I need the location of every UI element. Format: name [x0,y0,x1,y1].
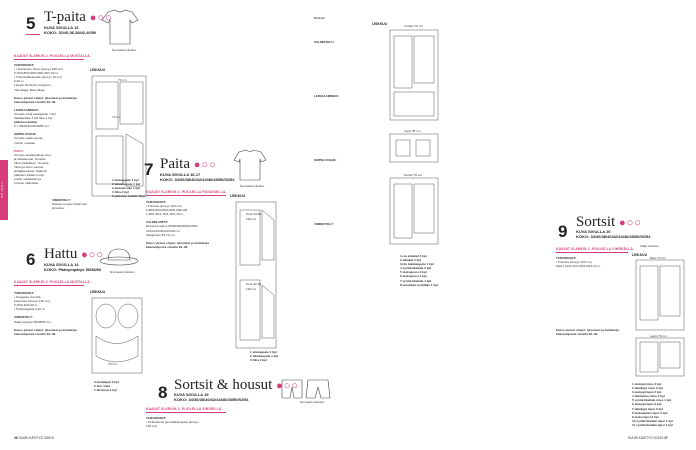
pattern-5-number: 5 [26,14,36,33]
pattern-6-model-label: Normaali mitoitus. [110,270,135,274]
pattern-9-model-label: Väljä mitoitus. [640,244,660,248]
side-tab-label: O H J E E T [0,182,4,199]
pattern-8-kuva: KUVA SIVULLA 19 [174,392,209,397]
footer-right: SUURI KÄSITYÖ 3/2019 37 [628,436,668,440]
pattern-6-kaavat: KAAVAT B-ARKIN 2. PUOLELLA MUSTALLA. [14,280,91,284]
pattern-9-kaavat: KAAVAT B-ARKIN 2. PUOLELLA VIHREÄLLÄ. [556,247,635,251]
pattern-5-leikkuu: LEIKKUU [90,68,106,72]
pattern-6-body: TARVIKKEET: • Kangasta puuvilla- polyesteri (leveys 140 cm) 0,40/0,40/0,40 m. • Tukikangasta 0,40 m. VIMEISTELY: Päänympärys 56/58/60 cm. Katso yleiset ohjeet, lyhenteet ja lisätietoja kaavaohjeista sivuilta 32–33. [14,291,77,336]
pattern-7-body: TARVIKKEET: • Trikoota (leveys 160 cm) 0,80/0,80/0,85/0,90/0,90/0,95/ 1,00/1,05/1,10/1,10/1,15 m. VALMIS MITAT: Rinnanympärys 86/90/94/98/102/106/ 110/114/118/122/126 cm. Takapituus 64-70 cm. Katso yleiset ohjeet, lyhenteet ja lisätietoja kaavaohjeista sivuilta 32–33. [146,200,209,249]
divider [146,412,226,413]
pattern-6-title: Hattu ●○○ [44,246,105,262]
mid-left-column: Sortsit: VALMISTELU: LEIKKAAMINEN: OMPELUOHJE: VIIMEISTELY: [314,16,339,227]
divider [14,285,84,286]
pattern-5-model-label: Normaali mitoitus. [112,48,137,52]
pattern-7-model-label: Normaali mitoitus. [240,184,265,188]
mid-leikkuu: LEIKKUU [372,22,388,26]
pattern-7-dim-2: Koot 42-54 [246,282,262,286]
divider [14,59,84,60]
pattern-8-number: 8 [158,383,168,402]
mid-cutting-layout [386,28,442,248]
pattern-7-koko: KOKO: 34/36/38/40/42/44/46/48/50/52/54 [160,177,235,182]
divider [556,252,628,253]
pattern-6-dim: 70 cm [108,362,117,366]
pattern-7-dim-0: Koot 34-40 [246,212,262,216]
pattern-7-cutting-layout [232,200,280,350]
pattern-9-number: 9 [558,222,568,241]
pattern-9-dim-0: Mies 70 cm [650,256,666,260]
pattern-7-title: Paita ●○○ [160,156,217,172]
pattern-5-koko: KOKO: 32/40,36,38/42,46/50 [44,30,97,35]
pattern-7-leikkuu: LEIKKUU [230,194,246,198]
pattern-8-title: Sortsit & housut ●○○ [174,377,300,393]
pattern-8-model-label: Normaali mitoitus. [300,400,325,404]
shirt-illustration [232,148,268,182]
mid-dim-2: Sortsit 70 cm [404,173,423,177]
pattern-8-koko: KOKO: 34/36/38/40/42/44/46/48/50/52/54 [174,397,249,402]
pattern-5-title: T-paita ●○○ [44,9,113,25]
pattern-5-cut-list: 1 etukappale 1 kpl 2 takakappale 1 kpl 3 etukaarroke 1 kpl 4 hiha 2 kpl 5 pääntien kaitale 1kpl [112,178,145,199]
pattern-8-kaavat: KAAVAT B-ARKIN 2. PUOLELLA SINISELLÄ. [146,407,223,411]
mid-dim-1: Vuori 25 cm [404,129,421,133]
pattern-7-number: 7 [144,160,154,179]
pattern-9-leikkuu: LEIKKUU [632,253,648,257]
pattern-5-vimeistely: VIMEISTELY: Taita ja ompele hihansuut ja helma. [52,198,88,211]
pattern-6-cut-list: 5 kaulakppl 2 kpl 6 lieri 4 kpl 7 lätsässä 2 kpl [94,380,119,393]
pattern-9-koko: KOKO: 34/36/38/40/42/44/46/48/50/52/54 [576,234,651,239]
pattern-7-cut-list: 1 etukappale 1 kpl 2 takakappale 1 kpl 3 hiha 2 kpl [250,350,279,363]
mid-cut-list: 1+1a etukkpl 2 kpl 2 takakpl 2 kpl 3+3a takakappale 1 kpl 4 vyötärökaitale 2 kpl 5 taskupussi 2 kpl 6 taskupussi 2 kpl 7 vyötärökaitale 1 kpl 8 vetokäyä vyötäälle 1 kpl [400,254,438,287]
pattern-9-cutting-layout [632,258,688,378]
divider [146,195,226,196]
pattern-5-dim-2: 70 cm [112,115,121,119]
pattern-9-body: TARVIKKEET: • Trikoota (leveys 140 cm) Maa 1,00/1,00/1,00/1,00/1,10 m. Katso yleiset ohjeet, lyhenteet ja lisätietoja kaavaohjeista sivuilta 32–33. [556,256,619,337]
pattern-9-title: Sortsit ●○○ [576,214,642,230]
pattern-5-kaavat: KAAVAT B-ARKIN 2. PUOLELLA MUSTALLA. [14,54,91,58]
pattern-7-kuva: KUVA SIVULLA 16-17 [160,172,201,177]
pattern-6-number: 6 [26,250,36,269]
pattern-6-koko: KOKO: Päänympärys 56/58/60 [44,267,102,272]
tshirt-illustration [100,8,140,46]
pattern-6-kuva: KUVA SIVULLA 14 [44,262,79,267]
pattern-7-dim-3: 140 cm [246,287,257,291]
footer-left: 36 SUURI KÄSITYÖ 3/2019 [14,436,54,440]
pattern-5-kuva: KUVA SIVULLA 13 [44,25,79,30]
shorts-illustration [278,378,334,400]
pattern-6-leikkuu: LEIKKUU [90,290,106,294]
mid-dim-0: Cutdes 70 cm [404,24,424,28]
pattern-8-body: TARVIKKEET: • Pellavaa tai puuvillakangasta (leveys 140 cm) [146,416,199,429]
pattern-9-dim-1: Lapsi 70 cm [650,334,667,338]
hat-illustration [98,246,140,268]
pattern-6-cutting-layout [88,296,148,376]
divider [26,34,40,35]
pattern-5-dim-1: 70 cm [118,78,127,82]
pattern-5-body: TARVIKKEET: • Yksivärinen trikoo (leveys 160 cm) 0,70/0,85/0,90/0,90/0,95/1,00 m. • Trikoohalkeamalle (leveys 10 cm) 0,40 m. Langat: Rocketti Langiston. Valmistaja: Mare Maja. Katso yleiset ohjeet, lyhenteet ja lisätietoja kaavaohjeista sivuilta 32–33. LEIKKAAMINEN: Ompele 2 kpl etukappale 1 kpl takakappale 2 kpl hiha 1 kpl pääntien kaitale 6 x 38/40/42/44/46/50 cm. OMPELUOHJE: Ompele vaate jouste- merkin mukaan. PAITA: Ompele etukappaleen sivu- ja olkasaumat. Ompele hihat paikoilleen. Ompele hihan ja sivun sauma yhtäjaksoisesti. Käännä pääntien kaitale nurjin puolin vastakkain ja ompele pääntielle. [14,63,77,186]
pattern-9-cut-list: 1 etukppl mies 2 kpl 2 takakppl mies 2 kpl 3 etukppl lapsi 2 kpl 4 takatasku mies 2 kpl 5 vyötärökaitale mies 1 kpl 6 etukppl lapsi 2 kpl 7 takakppl lapsi 2 kpl 8 taskuaukko lapsi 2 kpl 9 tasku lapsi 2 kpl 10 vyötärökaitale lapsi 1 kpl 11 vyötärökaitale lapsi 1 kpl [632,382,673,427]
pattern-7-dim-1: 140 cm [246,217,257,221]
pattern-9-kuva: KUVA SIVULLA 20 [576,229,611,234]
pattern-7-kaavat: KAAVAT B-ARKIN 2. PUOLELLA PUNAISELLA. [146,190,227,194]
